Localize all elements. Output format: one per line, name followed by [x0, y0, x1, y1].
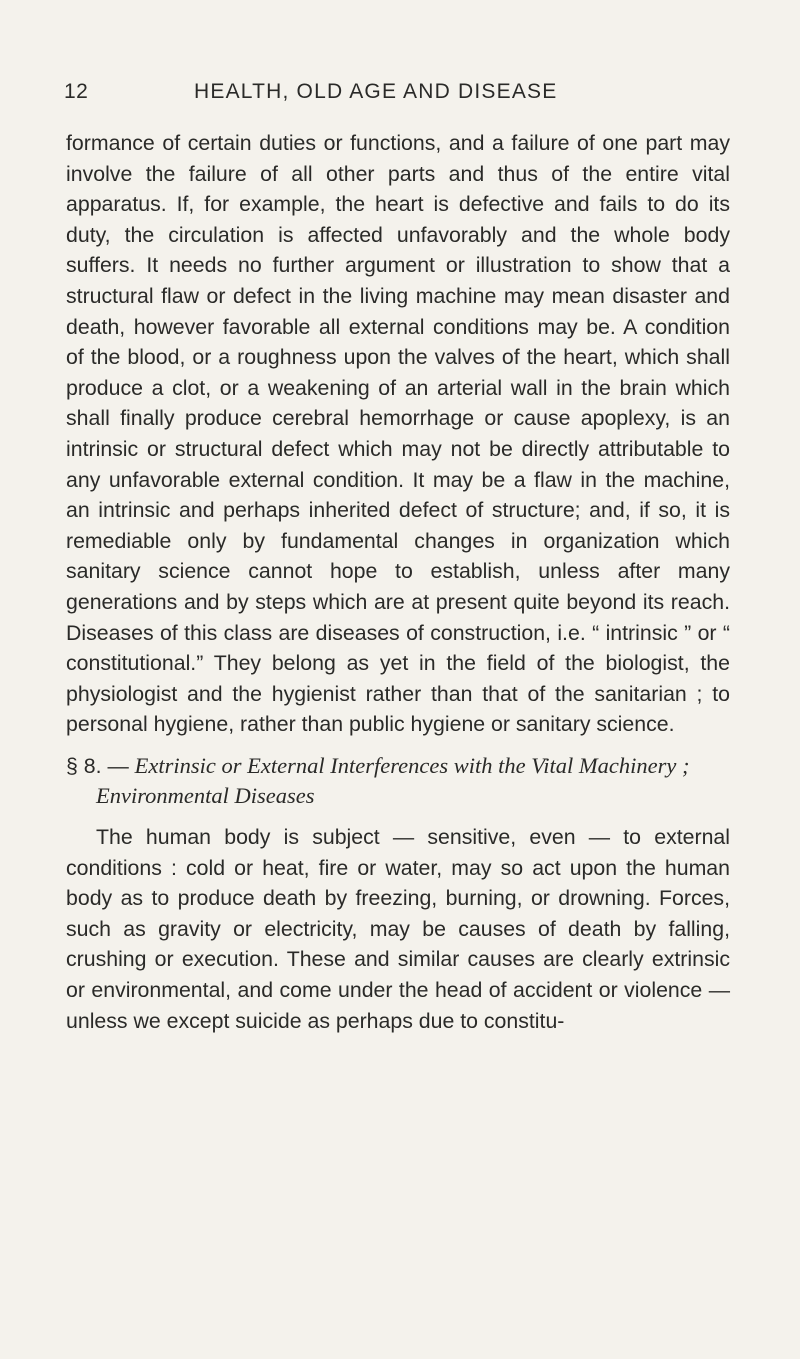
paragraph-section-8: The human body is subject — sensitive, even — to external conditions : cold or heat, fire or water, may so act upon the human body as to produce death by freezing, burning, or drowning. Forces, such as gravity or electricity, may be causes of death by falling, crushing or execution. These and similar causes are clearly extrinsic or environmental, and come under the head of accident or violence — unless we except suicide as perhaps due to constitu-	[66, 825, 730, 1033]
paragraph-continuation: formance of certain duties or functions, and a failure of one part may involve the failure of all other parts and thus of the entire vital apparatus. If, for example, the heart is defective and fails to do its duty, the circulation is affected unfavorably and the whole body suffers. It needs no further argument or illustration to show that a structural flaw or defect in the living machine may mean disaster and death, however favorable all external conditions may be. A condition of the blood, or a roughness upon the valves of the heart, which shall produce a clot, or a weakening of an arterial wall in the brain which shall finally produce cerebral hemorrhage or cause apoplexy, is an intrinsic or structural defect which may not be directly attributable to any unfavorable external condition. It may be a flaw in the machine, an intrinsic and perhaps inherited defect of structure; and, if so, it is remediable only by fundamental changes in organization which sanitary science cannot hope to establish, unless after many generations and by steps which are at present quite beyond its reach. Diseases of this class are diseases of construction, i.e. “ intrinsic ” or “ constitutional.” They belong as yet in the field of the biologist, the physiologist and the hygienist rather than that of the sanitarian ; to personal hygiene, rather than public hygiene or sanitary science.	[66, 131, 730, 737]
section-heading	[66, 751, 730, 812]
body-text	[66, 128, 730, 1036]
running-head	[64, 80, 734, 108]
section-title: Extrinsic or External Interferences with the Vital Machinery ; Environmental Diseases	[96, 752, 690, 809]
running-title: HEALTH, OLD AGE AND DISEASE	[194, 80, 558, 103]
section-marker: § 8. —	[66, 753, 135, 778]
page-number: 12	[64, 80, 89, 103]
